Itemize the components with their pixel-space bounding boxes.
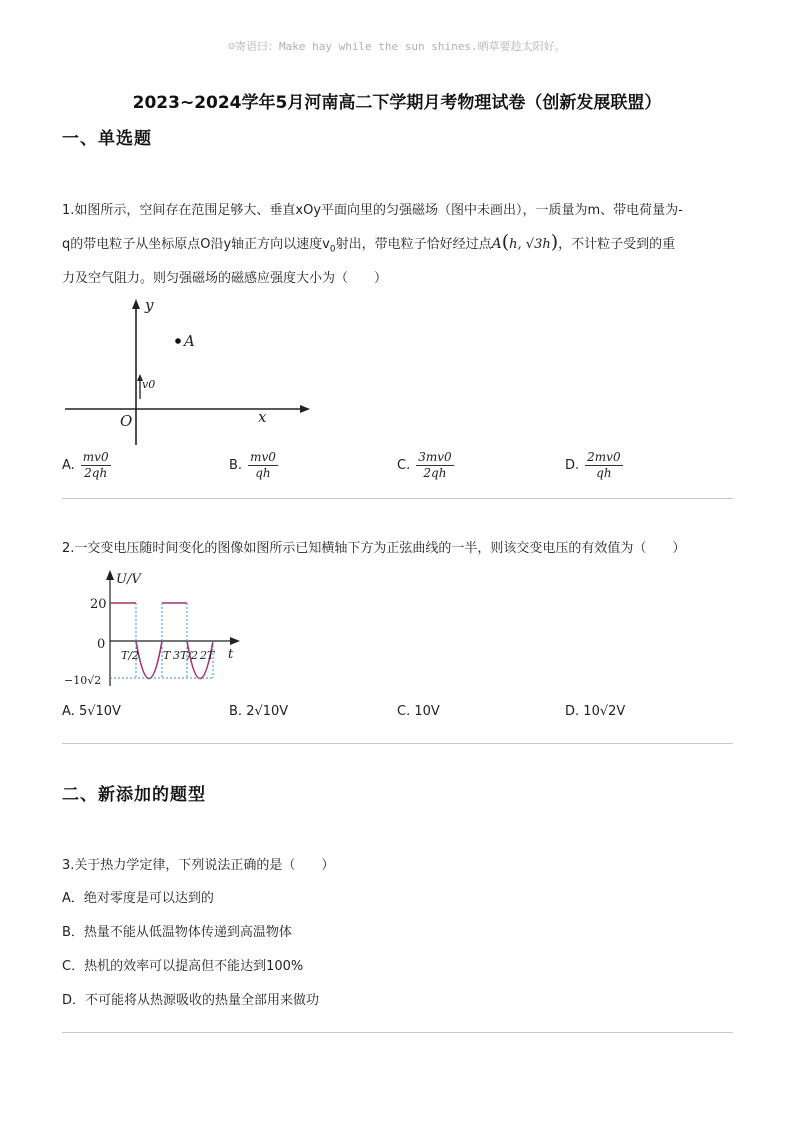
header-motto: ☺寄语曰：Make hay while the sun shines.晒草要趁太阳好。 (228, 40, 566, 53)
option-letter: D. (565, 704, 580, 719)
q1-option-d[interactable] (565, 450, 623, 481)
option-numerator: 3mv0 (418, 450, 452, 464)
tick-t: T (163, 649, 171, 662)
q1-option-a[interactable] (62, 450, 111, 481)
tick-neg-10root2: −10√2 (64, 674, 102, 687)
question-1-text-b: 射出，带电粒子恰好经过点 (335, 237, 492, 252)
option-numerator: mv0 (82, 450, 109, 464)
t-axis-label: t (228, 647, 234, 662)
tick-3t-half: 3T/2 (173, 649, 199, 662)
option-denominator: 2qh (84, 466, 108, 480)
velocity-label: v0 (142, 378, 156, 391)
q2-option-d[interactable] (565, 704, 625, 719)
question-1-subscript: 0 (329, 244, 336, 255)
t-axis-arrow (230, 637, 240, 645)
point-a-label: A (184, 332, 195, 350)
q1-coordinate-figure (60, 295, 310, 450)
question-2-text: 2.一交变电压随时间变化的图像如图所示已知横轴下方为正弦曲线的一半，则该交变电压的有效值为（ ） (62, 541, 686, 556)
option-value: 10√2V (583, 704, 626, 719)
u-axis-arrow (106, 570, 114, 580)
page-title: 2023~2024学年5月河南高二下学期月考物理试卷（创新发展联盟） (132, 93, 662, 113)
q3-option-b[interactable]: B．热量不能从低温物体传递到高温物体 (62, 925, 292, 940)
option-denominator: qh (596, 466, 612, 480)
question-1-text-a: q的带电粒子从坐标原点O沿y轴正方向以速度v (62, 237, 330, 252)
option-letter: B. (229, 704, 243, 719)
option-letter: D. (565, 458, 580, 473)
option-value: 10V (414, 704, 440, 719)
q2-voltage-graph (60, 566, 250, 694)
section-heading-single-choice: 一、单选题 (62, 129, 152, 149)
origin-label: O (120, 412, 133, 430)
q2-option-a[interactable] (62, 704, 121, 719)
option-denominator: 2qh (423, 466, 447, 480)
q3-option-c[interactable]: C．热机的效率可以提高但不能达到100% (62, 959, 304, 974)
question-1-line-1: 1.如图所示，空间存在范围足够大、垂直xOy平面向里的匀强磁场（图中未画出），一质量为m、带电荷量为- (62, 203, 683, 218)
section-heading-new-types: 二、新添加的题型 (62, 785, 206, 805)
divider (62, 1032, 733, 1033)
option-letter: A. (62, 704, 75, 719)
option-letter: C. (397, 704, 411, 719)
option-value: 2√10V (246, 704, 289, 719)
x-axis-label: x (258, 408, 267, 426)
option-denominator: qh (255, 466, 271, 480)
q3-option-a[interactable]: A．绝对零度是可以达到的 (62, 891, 214, 906)
option-letter: A. (62, 458, 75, 473)
divider (62, 498, 733, 499)
divider (62, 743, 733, 744)
question-1-line-2: q的带电粒子从坐标原点O沿y轴正方向以速度$v_0$射出，带电粒子恰好经过点A(h, √3h)，不计粒子受到的重 (62, 231, 676, 255)
tick-2t: 2T (200, 649, 215, 662)
tick-20: 20 (90, 597, 107, 612)
option-numerator: 2mv0 (587, 450, 621, 464)
question-1-text-c: ，不计粒子受到的重 (558, 237, 676, 252)
q1-option-c[interactable] (397, 450, 454, 481)
x-axis-arrow (300, 405, 310, 413)
y-axis-label: y (145, 296, 154, 314)
q2-option-c[interactable] (397, 704, 440, 719)
question-3-stem: 3.关于热力学定律，下列说法正确的是（ ） (62, 858, 335, 873)
point-a-dot (175, 338, 181, 344)
option-value: 5√10V (78, 704, 121, 719)
point-a-name: A (491, 236, 502, 252)
negative-half-sine-1 (136, 641, 162, 679)
option-letter: B. (229, 458, 243, 473)
option-letter: C. (397, 458, 411, 473)
point-a-coordinates: h, √3h (509, 237, 551, 252)
tick-t-half: T/2 (121, 649, 140, 662)
q2-option-b[interactable] (229, 704, 288, 719)
question-1-line-3: 力及空气阻力。则匀强磁场的磁感应强度大小为（ ） (62, 271, 388, 286)
q1-option-b[interactable] (229, 450, 278, 481)
option-numerator: mv0 (250, 450, 276, 464)
tick-0: 0 (97, 637, 106, 652)
u-axis-label: U/V (116, 572, 141, 587)
q3-option-d[interactable]: D．不可能将从热源吸收的热量全部用来做功 (62, 993, 320, 1008)
y-axis-arrow (132, 299, 140, 309)
